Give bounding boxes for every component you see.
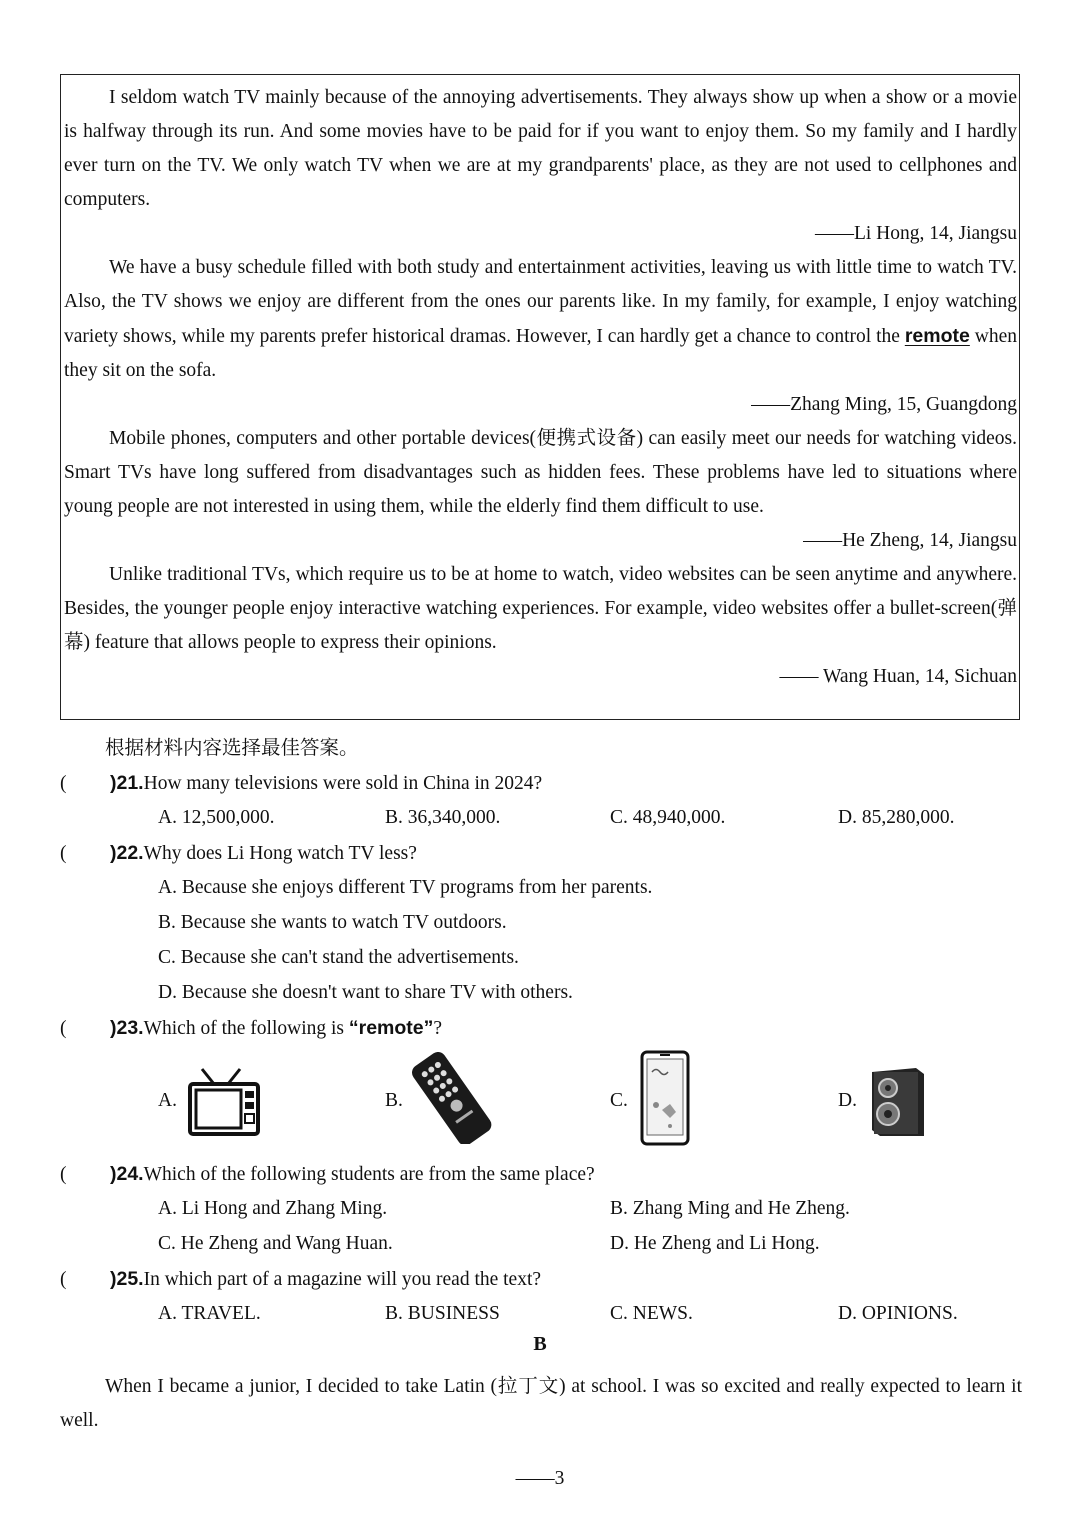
question-stem: Which of the following students are from the same place? xyxy=(143,1164,595,1185)
q25-option-b[interactable]: B. BUSINESS xyxy=(385,1303,500,1324)
question-number: )22. xyxy=(110,842,144,864)
q23-option-d[interactable]: D. xyxy=(838,1090,857,1111)
q23-option-c[interactable]: C. xyxy=(610,1090,628,1111)
signature-he-zheng: ——He Zheng, 14, Jiangsu xyxy=(803,530,1017,551)
answer-paren[interactable]: ( xyxy=(60,1269,67,1290)
signature-li-hong: ——Li Hong, 14, Jiangsu xyxy=(814,223,1017,244)
passage-a-paragraph-4: Unlike traditional TVs, which require us to be at home to watch, video websites can be seen anytime and anywhere. Besides, the younger people enjoy interactive watching experiences. For example, video websites offer a bullet-screen(弹幕) feature that allows people to express their opinions. xyxy=(64,564,1017,653)
question-25 xyxy=(60,1262,541,1297)
question-number: )21. xyxy=(110,772,144,794)
remote-word: remote xyxy=(904,325,970,347)
q21-option-a[interactable]: A. 12,500,000. xyxy=(158,807,275,828)
q23-option-a[interactable]: A. xyxy=(158,1090,177,1111)
question-number: )25. xyxy=(110,1268,144,1290)
remote-control-icon[interactable] xyxy=(405,1052,495,1144)
q22-option-a[interactable]: A. Because she enjoys different TV programs from her parents. xyxy=(158,877,653,898)
answer-paren[interactable]: ( xyxy=(60,843,67,864)
question-23 xyxy=(60,1011,442,1046)
q22-option-c[interactable]: C. Because she can't stand the advertisements. xyxy=(158,947,519,968)
q24-option-b[interactable]: B. Zhang Ming and He Zheng. xyxy=(610,1198,850,1219)
answer-paren[interactable]: ( xyxy=(60,1018,67,1039)
page-number: ——3 xyxy=(515,1468,565,1489)
question-number: )24. xyxy=(110,1163,144,1185)
signature-zhang-ming: ——Zhang Ming, 15, Guangdong xyxy=(751,394,1017,415)
question-stem-end: ? xyxy=(433,1018,443,1039)
question-24 xyxy=(60,1157,595,1192)
signature-wang-huan: —— Wang Huan, 14, Sichuan xyxy=(779,666,1017,687)
q21-option-c[interactable]: C. 48,940,000. xyxy=(610,807,726,828)
q24-option-d[interactable]: D. He Zheng and Li Hong. xyxy=(610,1233,820,1254)
q21-option-d[interactable]: D. 85,280,000. xyxy=(838,807,955,828)
section-b-passage: When I became a junior, I decided to take Latin (拉丁文) at school. I was so excited and really expected to learn it well. xyxy=(60,1376,1022,1431)
q22-option-b[interactable]: B. Because she wants to watch TV outdoors. xyxy=(158,912,507,933)
paragraph-2-text-before: We have a busy schedule filled with both study and entertainment activities, leaving us with little time to watch TV. Also, the TV shows we enjoy are different from the ones our parents like. In my family, for example, I enjoy watching variety shows, while my parents prefer historical dramas. However, I can hardly get a chance to control the xyxy=(64,257,1017,347)
television-icon[interactable] xyxy=(188,1066,260,1136)
paragraph-2-text-after: when they sit on the sofa. xyxy=(64,326,1017,381)
q25-option-d[interactable]: D. OPINIONS. xyxy=(838,1303,958,1324)
q23-option-b[interactable]: B. xyxy=(385,1090,403,1111)
q25-option-a[interactable]: A. TRAVEL. xyxy=(158,1303,261,1324)
passage-a-paragraph-1: I seldom watch TV mainly because of the annoying advertisements. They always show up when a show or a movie is halfway through its run. And some movies have to be paid for if you want to enjoy them. So my family and I hardly ever turn on the TV. We only watch TV when we are at my grandparents' place, as they are not used to cellphones and computers. xyxy=(64,87,1017,210)
question-stem: How many televisions were sold in China in 2024? xyxy=(143,773,543,794)
question-stem: Why does Li Hong watch TV less? xyxy=(143,843,417,864)
q24-option-a[interactable]: A. Li Hong and Zhang Ming. xyxy=(158,1198,388,1219)
q22-option-d[interactable]: D. Because she doesn't want to share TV with others. xyxy=(158,982,573,1003)
smartphone-icon[interactable] xyxy=(640,1050,690,1146)
question-stem: Which of the following is xyxy=(143,1018,349,1039)
question-stem: In which part of a magazine will you read the text? xyxy=(143,1269,542,1290)
speaker-icon[interactable] xyxy=(870,1066,926,1138)
passage-a-paragraph-2 xyxy=(64,251,1017,388)
question-number: )23. xyxy=(110,1017,144,1039)
answer-paren[interactable]: ( xyxy=(60,773,67,794)
section-b-title: B xyxy=(533,1333,547,1355)
question-stem-bold: “remote” xyxy=(348,1017,434,1039)
q24-option-c[interactable]: C. He Zheng and Wang Huan. xyxy=(158,1233,393,1254)
question-21 xyxy=(60,766,542,801)
instruction: 根据材料内容选择最佳答案。 xyxy=(105,738,359,759)
passage-a-paragraph-3: Mobile phones, computers and other portable devices(便携式设备) can easily meet our needs for watching videos. Smart TVs have long suffered from disadvantages such as hidden fees. These problems have led to situations where young people are not interested in using them, while the elderly find them difficult to use. xyxy=(64,428,1017,517)
question-22 xyxy=(60,836,417,871)
passage-a-box xyxy=(60,74,1020,720)
answer-paren[interactable]: ( xyxy=(60,1164,67,1185)
q25-option-c[interactable]: C. NEWS. xyxy=(610,1303,693,1324)
q21-option-b[interactable]: B. 36,340,000. xyxy=(385,807,501,828)
